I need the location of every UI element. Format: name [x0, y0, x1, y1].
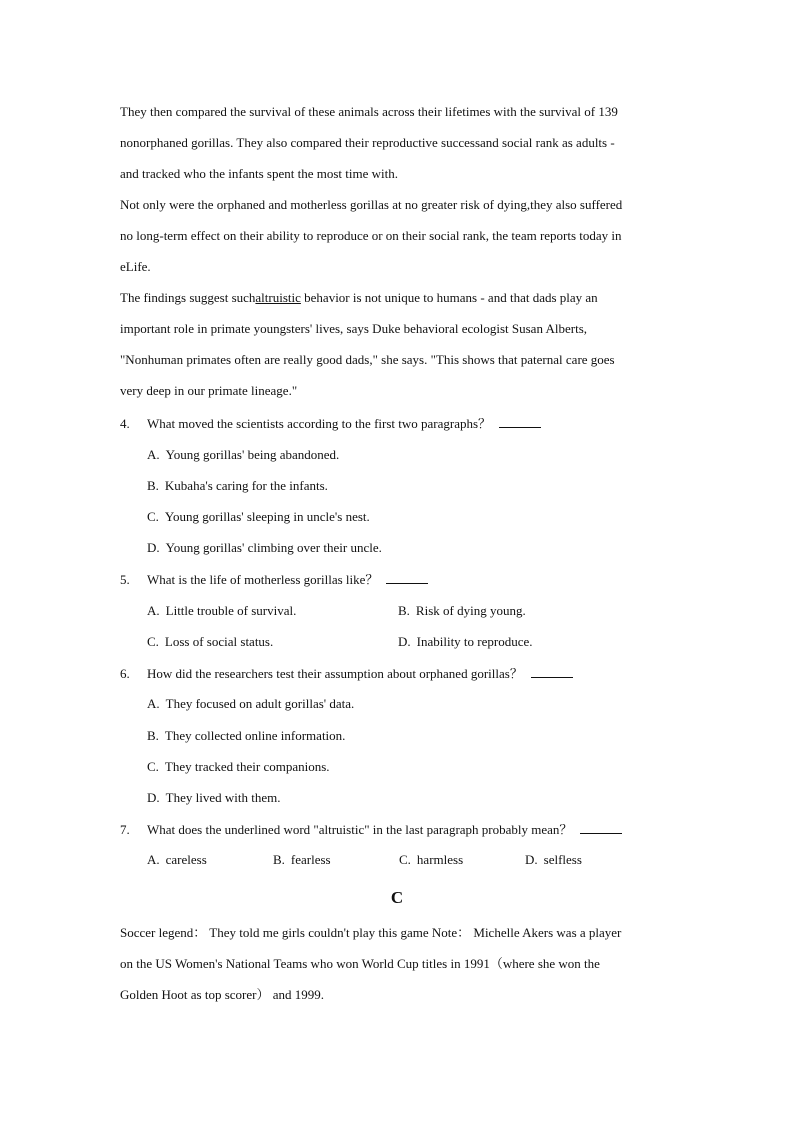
question-text: What moved the scientists according to the first two paragraphs？ [147, 415, 541, 432]
passage-line: very deep in our primate lineage." [120, 383, 298, 398]
option[interactable]: A. Little trouble of survival. [147, 603, 297, 618]
passage-text: The findings suggest such [120, 290, 256, 305]
option[interactable]: D. selfless [525, 852, 582, 867]
answer-blank[interactable] [386, 571, 428, 584]
question-number: 4. [120, 416, 130, 431]
question-number: 7. [120, 822, 130, 837]
option[interactable]: C. Loss of social status. [147, 634, 274, 649]
option[interactable]: B. Risk of dying young. [398, 603, 526, 618]
passage-line: and tracked who the infants spent the most time with. [120, 166, 398, 181]
option[interactable]: B. Kubaha's caring for the infants. [147, 478, 328, 493]
passage-line [120, 290, 598, 306]
passage-line: Golden Hoot as top scorer） and 1999. [120, 987, 324, 1002]
passage-line: eLife. [120, 259, 151, 274]
passage-line: important role in primate youngsters' lives, says Duke behavioral ecologist Susan Alberts, [120, 321, 588, 336]
section-heading: C [390, 888, 404, 907]
option[interactable]: A. They focused on adult gorillas' data. [147, 696, 355, 711]
option[interactable]: D. Inability to reproduce. [398, 634, 533, 649]
passage-text: behavior is not unique to humans - and that dads play an [300, 290, 598, 305]
question-text: How did the researchers test their assumption about orphaned gorillas？ [147, 665, 573, 682]
option[interactable]: A. Young gorillas' being abandoned. [147, 447, 340, 462]
option[interactable]: A. careless [147, 852, 207, 867]
answer-blank[interactable] [531, 665, 573, 678]
underlined-word: altruistic [255, 290, 301, 305]
question-number: 5. [120, 572, 130, 587]
passage-line: "Nonhuman primates often are really good dads," she says. "This shows that paternal care goes [120, 352, 615, 367]
option[interactable]: C. harmless [399, 852, 464, 867]
question-number: 6. [120, 666, 130, 681]
passage-line: on the US Women's National Teams who won World Cup titles in 1991（where she won the [120, 956, 600, 971]
option[interactable]: D. They lived with them. [147, 790, 281, 805]
question-text: What does the underlined word "altruistic" in the last paragraph probably mean？ [147, 821, 622, 838]
passage-line: nonorphaned gorillas. They also compared their reproductive successand social rank as adults - [120, 135, 615, 150]
option[interactable]: B. They collected online information. [147, 728, 346, 743]
passage-line: Not only were the orphaned and motherless gorillas at no greater risk of dying,they also suffered [120, 197, 623, 212]
passage-line: Soccer legend： They told me girls couldn't play this game Note： Michelle Akers was a player [120, 925, 622, 940]
question-text: What is the life of motherless gorillas like？ [147, 571, 428, 588]
answer-blank[interactable] [499, 415, 541, 428]
option[interactable]: D. Young gorillas' climbing over their uncle. [147, 540, 382, 555]
option[interactable]: C. They tracked their companions. [147, 759, 330, 774]
answer-blank[interactable] [580, 821, 622, 834]
passage-line: no long-term effect on their ability to reproduce or on their social rank, the team reports today in [120, 228, 622, 243]
option[interactable]: C. Young gorillas' sleeping in uncle's nest. [147, 509, 370, 524]
passage-line: They then compared the survival of these animals across their lifetimes with the survival of 139 [120, 104, 618, 119]
option[interactable]: B. fearless [273, 852, 331, 867]
